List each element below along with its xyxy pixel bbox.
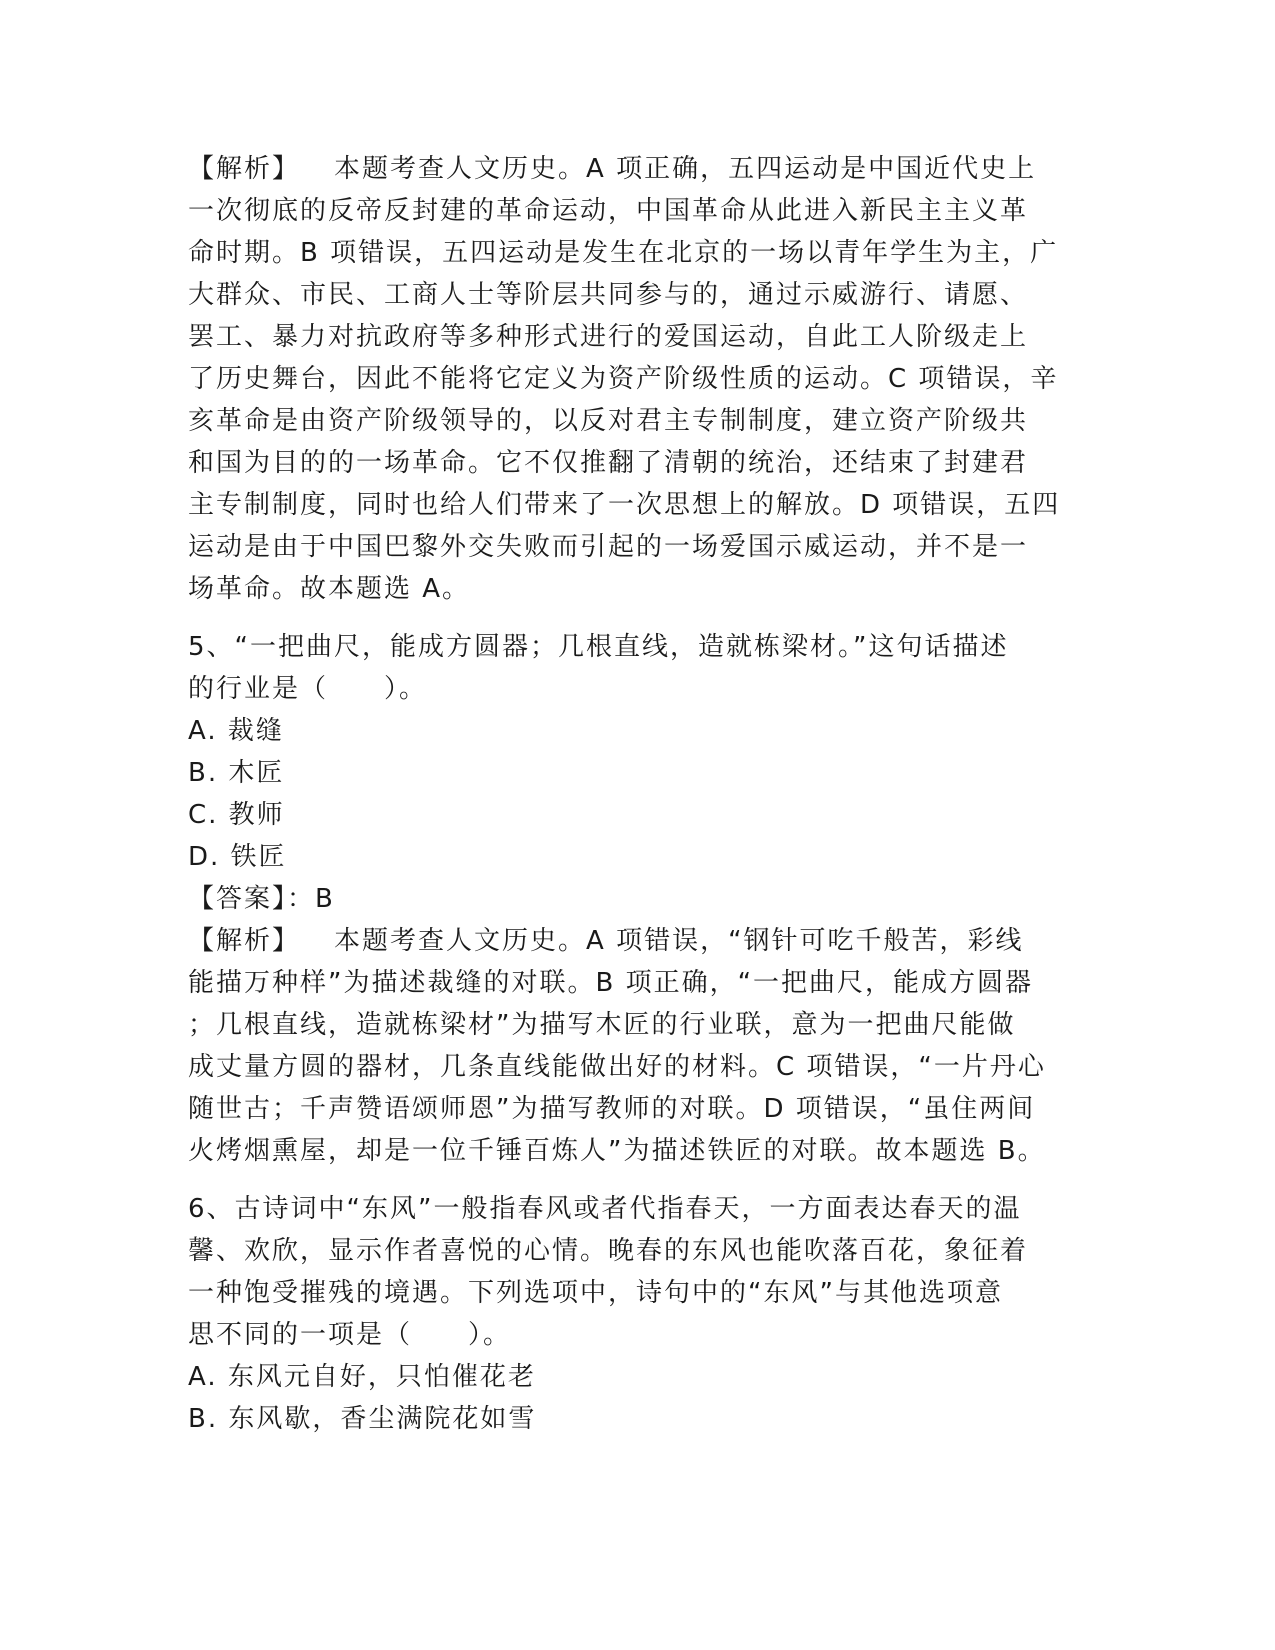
question-5 (188, 626, 1068, 920)
question-stem-line: 的行业是（ ）。 (188, 674, 428, 704)
analysis-line: 成丈量方圆的器材，几条直线能做出好的材料。C 项错误，“一片丹心 (188, 1052, 1046, 1082)
question-stem-line: 6、古诗词中“东风”一般指春风或者代指春天，一方面表达春天的温 (188, 1194, 1022, 1224)
document-content (188, 148, 1068, 1440)
analysis-line: 命时期。B 项错误，五四运动是发生在北京的一场以青年学生为主，广 (188, 238, 1059, 268)
analysis-line: 火烤烟熏屋，却是一位千锤百炼人”为描述铁匠的对联。故本题选 B。 (188, 1136, 1046, 1166)
question-stem-line: 5、“一把曲尺，能成方圆器；几根直线，造就栋梁材。”这句话描述 (188, 632, 1009, 662)
analysis-line (188, 148, 1068, 190)
analysis-line: 随世古；千声赞语颂师恩”为描写教师的对联。D 项错误，“虽住两间 (188, 1094, 1036, 1124)
question-stem-line: 馨、欢欣，显示作者喜悦的心情。晚春的东风也能吹落百花，象征着 (188, 1236, 1029, 1266)
option-c: C. 教师 (188, 800, 285, 830)
analysis-label: 【解析】 (188, 154, 301, 184)
analysis-line: 能描万种样”为描述裁缝的对联。B 项正确，“一把曲尺，能成方圆器 (188, 968, 1034, 998)
analysis-line: ；几根直线，造就栋梁材”为描写木匠的行业联，意为一把曲尺能做 (188, 1010, 1016, 1040)
question-stem-line: 一种饱受摧残的境遇。下列选项中，诗句中的“东风”与其他选项意 (188, 1278, 1003, 1308)
analysis-line: 主专制制度，同时也给人们带来了一次思想上的解放。D 项错误，五四 (188, 490, 1061, 520)
question-stem-line: 思不同的一项是（ ）。 (188, 1320, 512, 1350)
analysis-q5 (188, 920, 1068, 1172)
analysis-q4 (188, 148, 1068, 610)
question-6 (188, 1188, 1068, 1440)
answer-line: 【答案】：B (188, 884, 335, 914)
analysis-line: 场革命。故本题选 A。 (188, 574, 471, 604)
analysis-line: 运动是由于中国巴黎外交失败而引起的一场爱国示威运动，并不是一 (188, 532, 1029, 562)
analysis-label: 【解析】 (188, 926, 301, 956)
analysis-line: 罢工、暴力对抗政府等多种形式进行的爱国运动，自此工人阶级走上 (188, 322, 1029, 352)
option-a: A. 裁缝 (188, 716, 284, 746)
option-a: A. 东风元自好，只怕催花老 (188, 1362, 536, 1392)
option-b: B. 木匠 (188, 758, 285, 788)
analysis-line: 大群众、市民、工商人士等阶层共同参与的，通过示威游行、请愿、 (188, 280, 1029, 310)
analysis-line: 亥革命是由资产阶级领导的，以反对君主专制制度，建立资产阶级共 (188, 406, 1029, 436)
analysis-text: 本题考查人文历史。A 项正确，五四运动是中国近代史上 (334, 154, 1037, 184)
analysis-line: 了历史舞台，因此不能将它定义为资产阶级性质的运动。C 项错误，辛 (188, 364, 1059, 394)
analysis-text: 本题考查人文历史。A 项错误，“钢针可吃千般苦，彩线 (334, 926, 1024, 956)
option-d: D. 铁匠 (188, 842, 287, 872)
option-b: B. 东风歇，香尘满院花如雪 (188, 1404, 537, 1434)
analysis-line: 和国为目的的一场革命。它不仅推翻了清朝的统治，还结束了封建君 (188, 448, 1029, 478)
analysis-line: 一次彻底的反帝反封建的革命运动，中国革命从此进入新民主主义革 (188, 196, 1029, 226)
analysis-line (188, 920, 1068, 962)
